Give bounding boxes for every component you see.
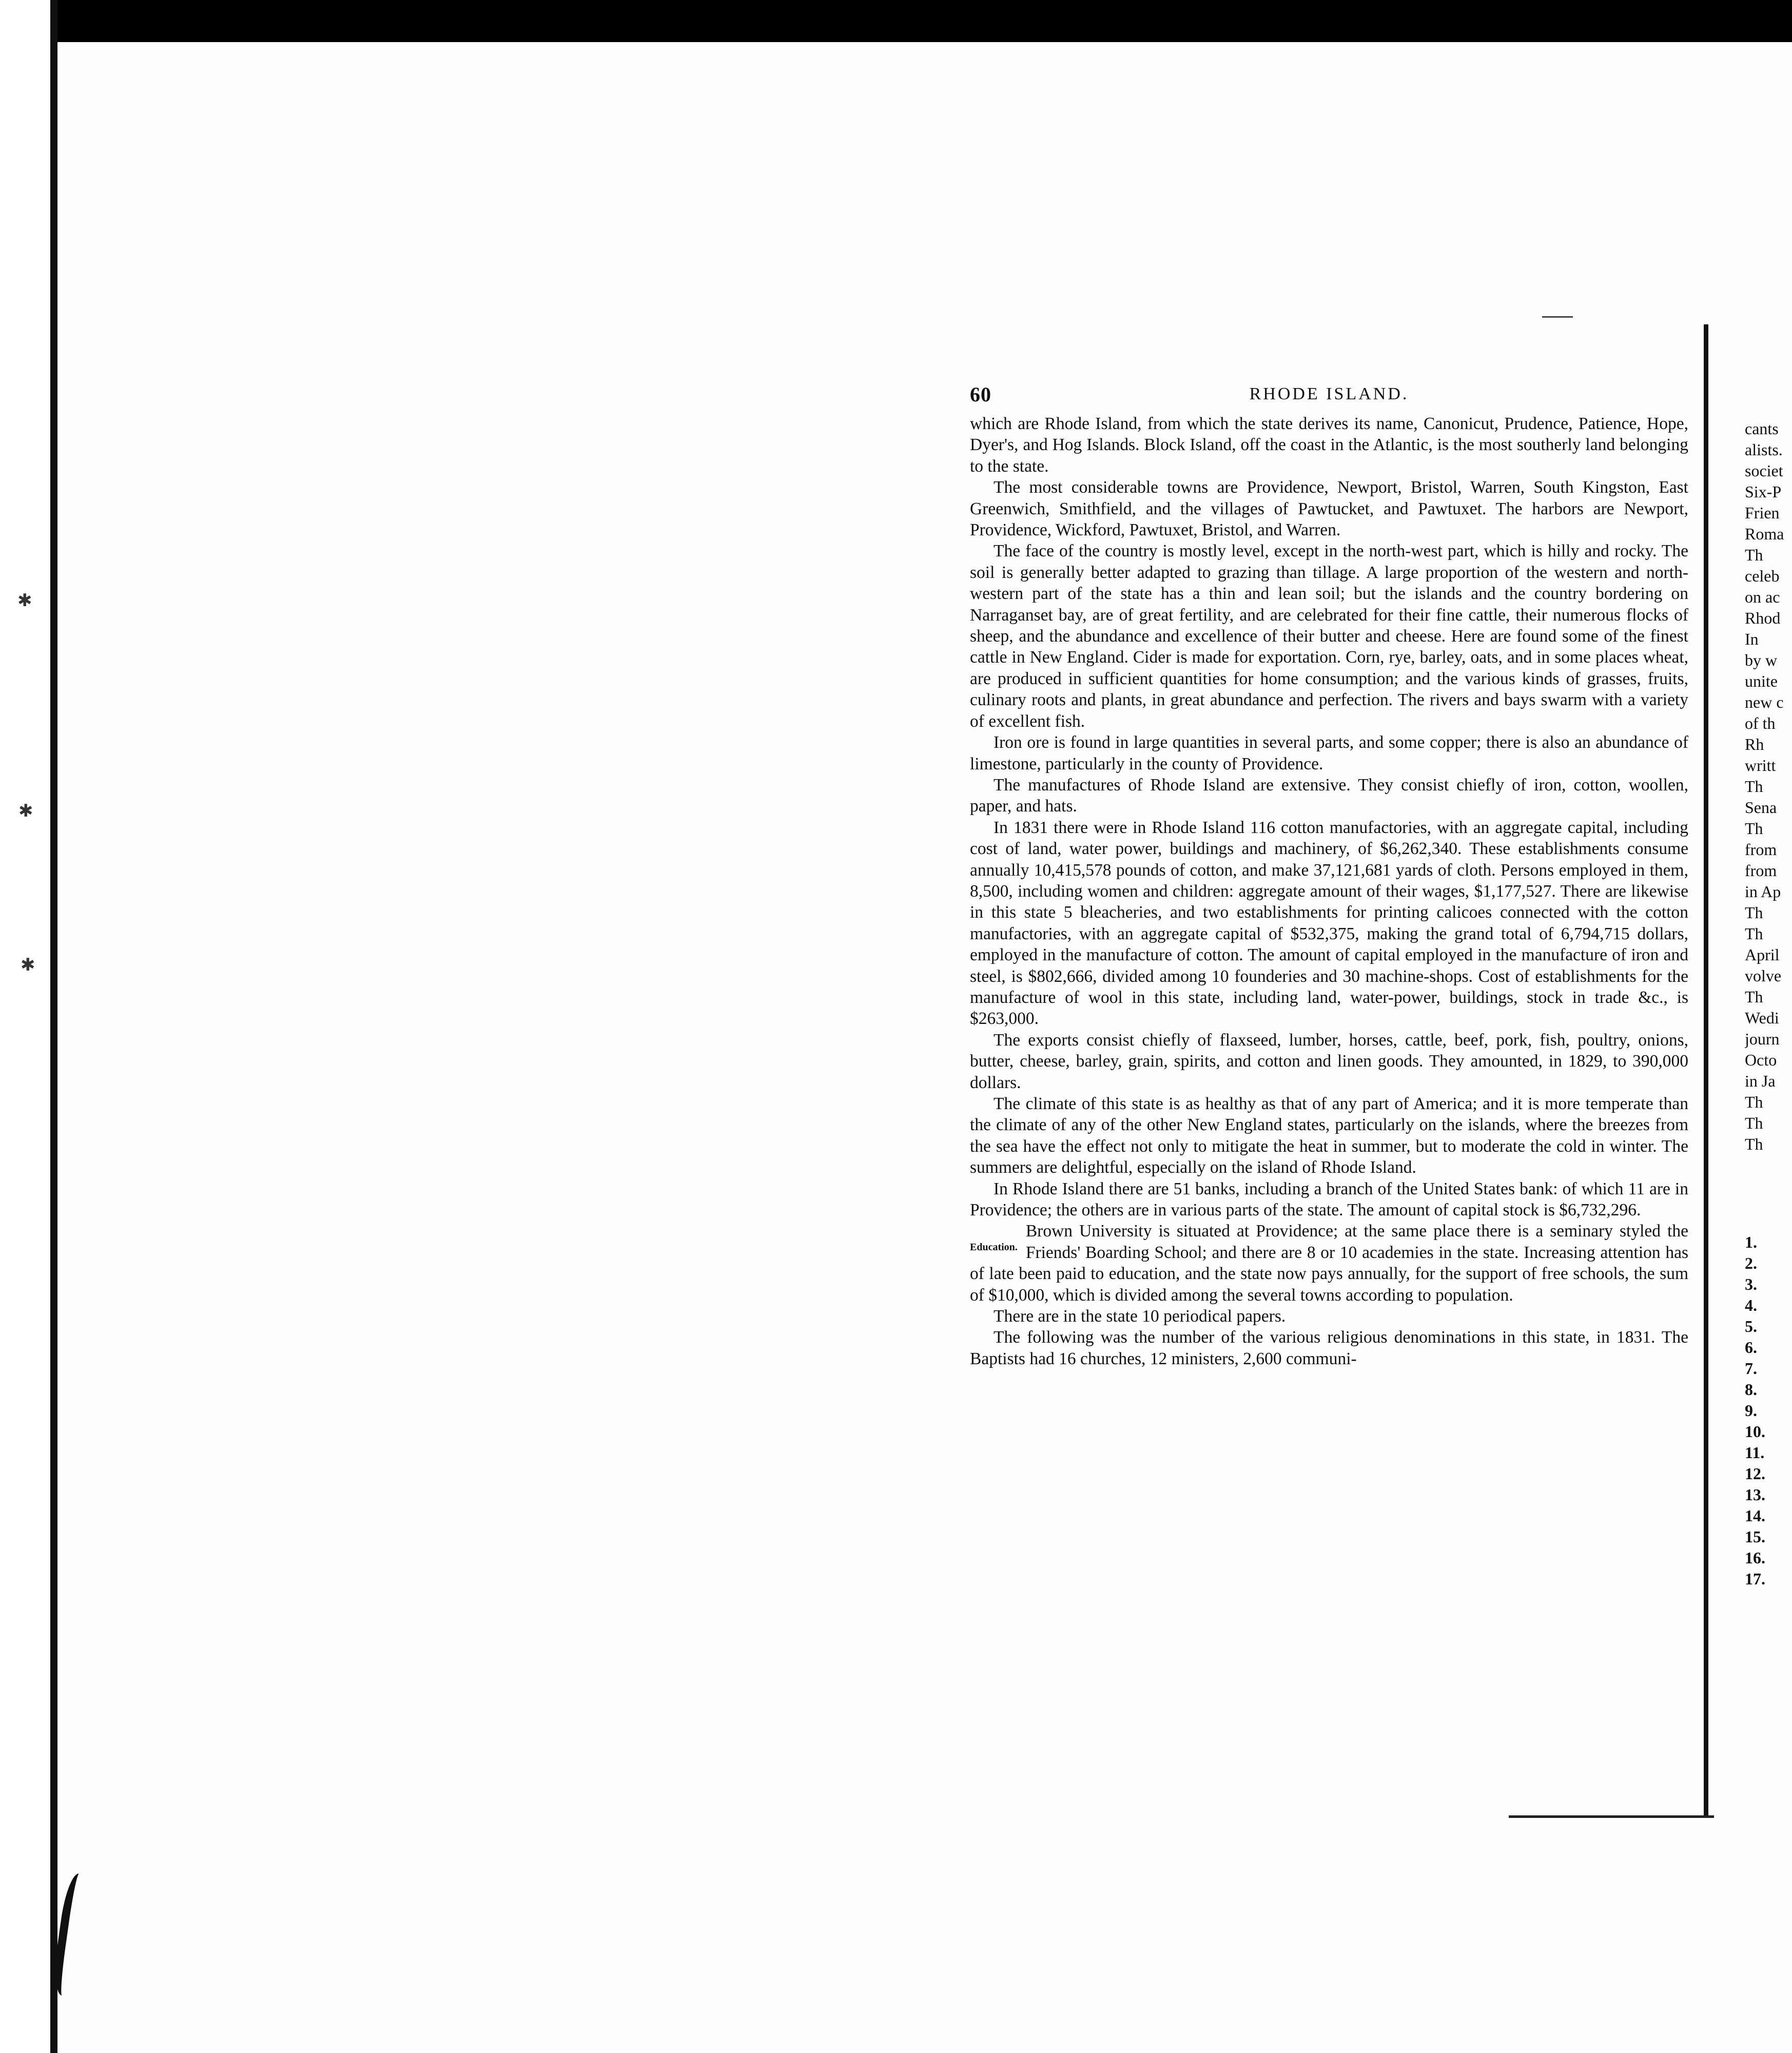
book-page [970, 382, 1688, 1369]
facing-page-list [1745, 1232, 1792, 1590]
facing-page-fragment [1745, 418, 1792, 1590]
paragraph: The exports consist chiefly of flaxseed, lumber, horses, cattle, beef, pork, fish, poultry, onions, butter, cheese, barley, grain, spirits, and cotton and linen goods. They amounted, in 1829, to 390,000 dollars. [970, 1030, 1688, 1092]
facing-page-list-number: 6. [1745, 1338, 1757, 1357]
facing-page-word: celeb [1745, 567, 1780, 585]
facing-page-word: Th [1745, 777, 1763, 796]
body-text [970, 413, 1688, 1369]
paragraph: In Rhode Island there are 51 banks, including a branch of the United States bank: of which 11 are in Providence; the others are in various parts of the state. The amount of capital stock is $6,732,296. [970, 1179, 1688, 1220]
page-divider-mark [1542, 316, 1573, 318]
running-head [970, 382, 1688, 413]
facing-page-list-number: 13. [1745, 1485, 1765, 1504]
facing-page-word: unite [1745, 672, 1778, 690]
facing-page-list-number: 1. [1745, 1233, 1757, 1251]
paragraph: In 1831 there were in Rhode Island 116 cotton manufactories, with an aggregate capital, including cost of land, water power, buildings and machinery, of $6,262,340. These establishments consume annually 10,415,578 pounds of cotton, and make 37,121,681 yards of cloth. Persons employed in them, 8,500, including women and children: aggregate amount of their wages, $1,177,527. There are likewise in this state 5 bleacheries, and two establishments for printing calicoes connected with the cotton manufactories, with an aggregate capital of $532,375, making the grand total of 6,794,715 dollars, employed in the manufacture of cotton. The amount of capital employed in the manufacture of iron and steel, is $802,666, divided among 10 founderies and 30 machine-shops. Cost of establishments for the manufacture of wool in this state, including land, water-power, buildings, stock in trade &c., is $263,000. [970, 818, 1688, 1029]
facing-page-word: Wedi [1745, 1009, 1779, 1027]
facing-page-word: Sena [1745, 798, 1777, 817]
paragraph: which are Rhode Island, from which the state derives its name, Canonicut, Prudence, Patience, Hope, Dyer's, and Hog Islands. Block Island, off the coast in the Atlantic, is the most southerly land belonging to the state. [970, 414, 1688, 476]
facing-page-word: by w [1745, 651, 1778, 669]
facing-page-list-number: 3. [1745, 1275, 1757, 1293]
facing-page-word: alists. [1745, 440, 1783, 459]
facing-page-word: new c [1745, 693, 1784, 711]
facing-page-word: Th [1745, 1093, 1763, 1111]
facing-page-word: Th [1745, 987, 1763, 1006]
facing-page-word: April [1745, 945, 1780, 964]
facing-page-list-number: 11. [1745, 1443, 1765, 1462]
facing-page-word: Roma [1745, 525, 1784, 543]
facing-page-word: writt [1745, 756, 1776, 774]
gutter-rule [1704, 324, 1708, 1817]
facing-page-list-number: 8. [1745, 1380, 1757, 1399]
side-heading: Education. [970, 1242, 1018, 1253]
facing-page-word: Th [1745, 1135, 1763, 1153]
education-text: Brown University is situated at Providence; at the same place there is a seminary styled the Friends' Boarding School; and there are 8 or 10 academies in the state. Increasing attention has of late been paid to education, and the state now pays annually, for the support of free schools, the sum of $10,000, which is divided among the several towns according to population. [970, 1222, 1688, 1305]
facing-page-list-number: 9. [1745, 1401, 1757, 1420]
facing-page-word: cants [1745, 419, 1779, 438]
education-paragraph [970, 1221, 1688, 1306]
margin-speck: ✱ [17, 591, 32, 610]
facing-page-word: journ [1745, 1030, 1780, 1048]
page-divider-mark [1509, 1815, 1714, 1818]
paragraph: The climate of this state is as healthy as that of any part of America; and it is more temperate than the climate of any of the other New England states, particularly on the islands, where the breezes from the sea have the effect not only to mitigate the heat in summer, but to moderate the cold in winter. The summers are delightful, especially on the island of Rhode Island. [970, 1094, 1688, 1177]
facing-page-list-number: 7. [1745, 1359, 1757, 1378]
scan-top-border [0, 0, 1792, 42]
paragraph: The manufactures of Rhode Island are extensive. They consist chiefly of iron, cotton, woollen, paper, and hats. [970, 775, 1688, 816]
paragraph: The following was the number of the various religious denominations in this state, in 1831. The Baptists had 16 churches, 12 ministers, 2,600 communi- [970, 1328, 1688, 1368]
facing-page-word: of th [1745, 714, 1776, 732]
paragraph: The face of the country is mostly level, except in the north-west part, which is hilly and rocky. The soil is generally better adapted to grazing than tillage. A large proportion of the western and north-western part of the state has a thin and lean soil; but the islands and the country bordering on Narraganset bay, are of great fertility, and are celebrated for their fine cattle, their numerous flocks of sheep, and the abundance and excellence of their butter and cheese. Here are found some of the finest cattle in New England. Cider is made for exportation. Corn, rye, barley, oats, and in some places wheat, are produced in sufficient quantities for home consumption; and the various kinds of grasses, fruits, culinary roots and plants, in great abundance and perfection. The rivers and bays swarm with a variety of excellent fish. [970, 541, 1688, 731]
page-title: RHODE ISLAND. [1249, 384, 1409, 403]
facing-page-word: Th [1745, 924, 1763, 943]
facing-page-word: Th [1745, 1114, 1763, 1132]
paragraph: Iron ore is found in large quantities in several parts, and some copper; there is also an abundance of limestone, particularly in the county of Providence. [970, 733, 1688, 773]
facing-page-word: volve [1745, 966, 1782, 985]
facing-page-list-number: 4. [1745, 1296, 1757, 1314]
facing-page-word: Six-P [1745, 482, 1782, 501]
facing-page-word: Frien [1745, 503, 1780, 522]
facing-page-list-number: 15. [1745, 1527, 1765, 1546]
facing-page-word: Th [1745, 546, 1763, 564]
facing-page-list-number: 12. [1745, 1464, 1765, 1483]
facing-page-word: from [1745, 861, 1777, 880]
facing-page-word: from [1745, 840, 1777, 859]
facing-page-list-number: 2. [1745, 1254, 1757, 1272]
facing-page-word: Th [1745, 903, 1763, 922]
facing-page-word: Rhod [1745, 609, 1781, 627]
margin-speck: ✱ [21, 956, 35, 975]
facing-page-word: societ [1745, 461, 1783, 480]
paragraph: The most considerable towns are Providence, Newport, Bristol, Warren, South Kingston, East Greenwich, Smithfield, and the villages of Pawtucket, and Pawtuxet. The harbors are Newport, Providence, Wickford, Pawtuxet, Bristol, and Warren. [970, 478, 1688, 540]
facing-page-word: In [1745, 630, 1759, 648]
facing-page-word: Th [1745, 819, 1763, 838]
scan-left-margin [0, 0, 57, 2053]
facing-page-word: in Ap [1745, 882, 1781, 901]
facing-page-list-number: 14. [1745, 1506, 1765, 1525]
facing-page-word: Octo [1745, 1051, 1777, 1069]
facing-page-list-number: 5. [1745, 1317, 1757, 1335]
facing-page-word: Rh [1745, 735, 1764, 753]
paragraph: There are in the state 10 periodical papers. [994, 1307, 1286, 1326]
page-number: 60 [970, 383, 991, 406]
facing-page-word: in Ja [1745, 1072, 1776, 1090]
facing-page-list-number: 10. [1745, 1422, 1765, 1441]
facing-page-list-number: 16. [1745, 1548, 1765, 1567]
facing-page-words [1745, 418, 1792, 1155]
facing-page-word: on ac [1745, 588, 1780, 606]
margin-speck: ✱ [18, 802, 33, 821]
facing-page-list-number: 17. [1745, 1570, 1765, 1588]
